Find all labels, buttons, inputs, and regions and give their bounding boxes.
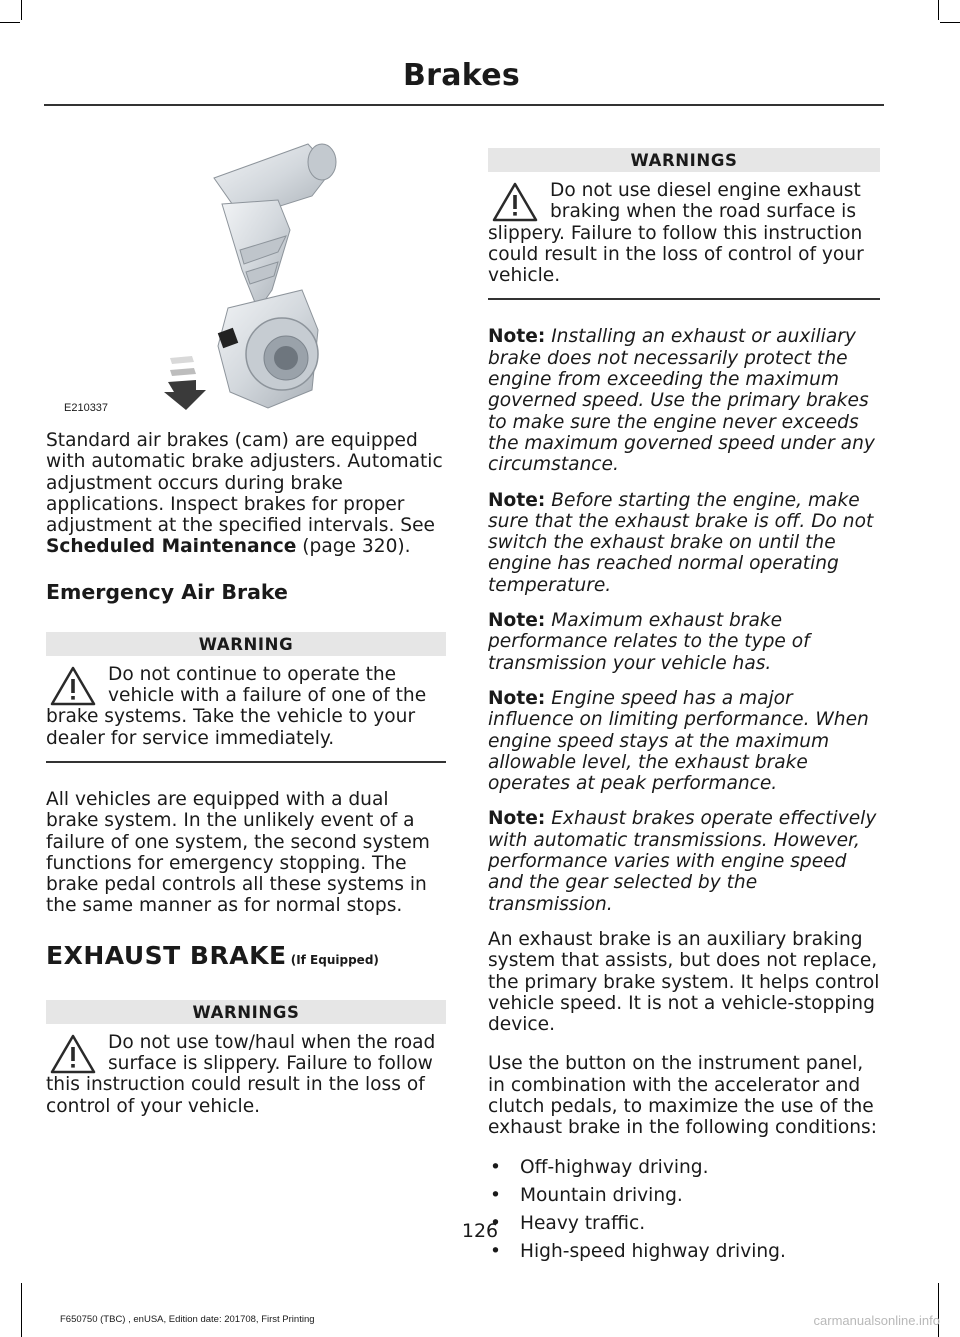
note-text: Before starting the engine, make sure that the exhaust brake is off. Do not switch the exhaust brake on until the engine has reached normal operating temperature.	[488, 489, 874, 596]
note-paragraph	[488, 610, 880, 674]
crop-mark	[938, 0, 939, 20]
warning-triangle-icon	[50, 666, 96, 706]
warning-text: Do not continue to operate the vehicle with a failure of one of the brake systems. Take the vehicle to your dealer for service immediately.	[46, 663, 427, 749]
conditions-list	[488, 1157, 880, 1263]
crop-mark	[21, 1283, 22, 1337]
note-label: Note:	[488, 687, 546, 709]
emergency-air-brake-heading: Emergency Air Brake	[46, 579, 288, 604]
note-paragraph	[488, 490, 880, 596]
if-equipped-label: (If Equipped)	[286, 952, 379, 967]
list-item: • High-speed highway driving.	[488, 1241, 880, 1262]
warnings-header: WARNINGS	[488, 148, 880, 172]
note-paragraph	[488, 688, 880, 794]
warning-box	[46, 1024, 446, 1129]
note-text: Maximum exhaust brake performance relates to the type of transmission your vehicle has.	[488, 610, 810, 674]
note-label: Note:	[488, 610, 546, 632]
intro-text: Standard air brakes (cam) are equipped with automatic brake adjusters. Automatic adjustment occurs during brake applications. Inspect brakes for proper adjustment at the specified intervals. See	[46, 430, 443, 537]
note-text: Installing an exhaust or auxiliary brake does not necessarily protect the engine from exceeding the maximum governed speed. Use the primary brakes to make sure the engine never exceeds the maximum governed speed under any circumstance.	[488, 326, 875, 476]
warning-header: WARNING	[46, 632, 446, 656]
list-item: • Heavy traffic.	[488, 1213, 880, 1234]
crop-mark	[940, 22, 960, 23]
crop-mark	[0, 22, 20, 23]
page-title: Brakes	[402, 58, 520, 93]
intro-page-ref: (page 320).	[296, 536, 411, 558]
left-column	[46, 140, 446, 1129]
note-label: Note:	[488, 326, 546, 348]
slack-adjuster-figure	[46, 140, 446, 422]
intro-paragraph	[46, 430, 446, 558]
footer-edition: F650750 (TBC) , enUSA, Edition date: 201708, First Printing	[60, 1314, 315, 1325]
note-label: Note:	[488, 808, 546, 830]
auxiliary-brake-paragraph: An exhaust brake is an auxiliary braking system that assists, but does not replace, the primary brake system. It helps control vehicle speed. It is not a vehicle-stopping device.	[488, 928, 880, 1036]
warning-box	[46, 656, 446, 763]
right-column	[488, 148, 880, 1270]
list-item: • Off-highway driving.	[488, 1157, 880, 1178]
warning-text: Do not use tow/haul when the road surface is slippery. Failure to follow this instruction could result in the loss of control of your vehicle.	[46, 1031, 436, 1117]
site-watermark: carmanualsonline.info	[813, 1313, 940, 1328]
slack-adjuster-illustration	[46, 140, 446, 422]
list-item: • Mountain driving.	[488, 1185, 880, 1206]
dual-brake-paragraph: All vehicles are equipped with a dual brake system. In the unlikely event of a failure of one system, the second system functions for emergency stopping. The brake pedal controls all these systems in the same manner as for normal stops.	[46, 788, 430, 917]
warning-triangle-icon	[50, 1034, 96, 1074]
header-divider	[44, 104, 884, 106]
crop-mark	[938, 1283, 939, 1337]
note-label: Note:	[488, 489, 546, 511]
page-number: 126	[461, 1220, 499, 1242]
warning-box	[488, 172, 880, 300]
crop-mark	[21, 0, 22, 20]
button-usage-paragraph: Use the button on the instrument panel, in combination with the accelerator and clutch pedals, to maximize the use of the exhaust brake in the following conditions:	[488, 1053, 877, 1139]
scheduled-maintenance-link[interactable]: Scheduled Maintenance	[46, 536, 297, 558]
figure-code: E210337	[64, 402, 109, 414]
exhaust-brake-heading	[46, 941, 446, 970]
note-paragraph	[488, 808, 880, 914]
warning-text: Do not use diesel engine exhaust braking when the road surface is slippery. Failure to follow this instruction could result in the loss of control of your vehicle.	[488, 180, 864, 287]
note-text: Exhaust brakes operate effectively with automatic transmissions. However, performance varies with engine speed and the gear selected by the transmission.	[488, 808, 877, 915]
warnings-header: WARNINGS	[46, 1000, 446, 1024]
warning-triangle-icon	[492, 182, 538, 222]
exhaust-brake-title: EXHAUST BRAKE	[46, 940, 287, 970]
note-text: Engine speed has a major influence on limiting performance. When engine speed stays at the maximum allowable level, the exhaust brake operates at peak performance.	[488, 687, 869, 795]
note-paragraph	[488, 326, 880, 475]
